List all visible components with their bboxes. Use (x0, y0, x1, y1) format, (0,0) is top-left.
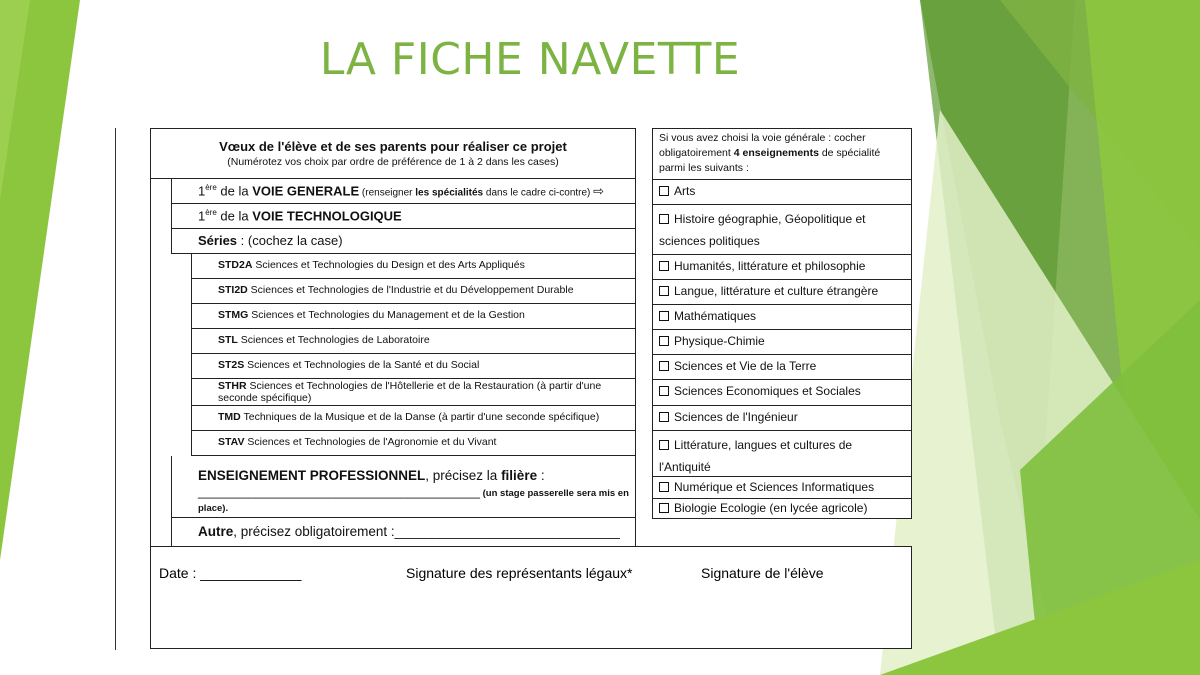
checkbox-icon[interactable] (659, 311, 669, 321)
specialite-label: Sciences Economiques et Sociales (674, 384, 861, 398)
serie-row-stmg[interactable] (191, 304, 635, 329)
specialite-option[interactable] (653, 280, 911, 305)
specialite-option[interactable] (653, 305, 911, 330)
specialite-option[interactable] (653, 205, 911, 255)
serie-row-sthr[interactable] (191, 379, 635, 406)
specialite-option[interactable] (653, 477, 911, 499)
serie-code: ST2S (218, 359, 245, 371)
serie-row-std2a[interactable] (191, 254, 635, 279)
signature-panel (150, 546, 912, 649)
checkbox-icon[interactable] (659, 336, 669, 346)
pro-label: ENSEIGNEMENT PROFESSIONNEL (198, 468, 426, 483)
eleve-signature-label: Signature de l'élève (701, 565, 824, 581)
voie-generale-name: VOIE GENERALE (252, 183, 360, 199)
specialite-option[interactable] (653, 180, 911, 205)
autre-field[interactable]: ______________________________ (394, 524, 620, 539)
checkbox-icon[interactable] (659, 361, 669, 371)
specialite-label: Numérique et Sciences Informatiques (674, 480, 875, 494)
specialites-intro-b: 4 enseignements (733, 147, 819, 159)
series-header-row (171, 229, 635, 254)
voie-generale-de-la: de la (216, 183, 253, 199)
checkbox-icon[interactable] (659, 286, 669, 296)
specialite-option[interactable] (653, 406, 911, 431)
checkbox-icon[interactable] (659, 482, 669, 492)
wishes-header-subtitle: (Numérotez vos choix par ordre de préférence de 1 à 2 dans les cases) (227, 156, 559, 168)
specialite-option[interactable] (653, 330, 911, 355)
checkbox-icon[interactable] (659, 186, 669, 196)
voie-generale-note-c: dans le cadre ci-contre) (483, 187, 594, 199)
serie-text: Sciences et Technologies de l'Hôtellerie et de la Restauration (à partir d'une seconde spécifique) (218, 380, 602, 404)
serie-row-tmd[interactable] (191, 406, 635, 431)
voie-generale-note-b: les spécialités (415, 187, 484, 199)
serie-code: STMG (218, 309, 249, 321)
serie-row-st2s[interactable] (191, 354, 635, 379)
autre-label: Autre (198, 524, 234, 539)
specialite-label: Sciences et Vie de la Terre (674, 359, 817, 373)
serie-code: TMD (218, 411, 241, 423)
serie-row-stl[interactable] (191, 329, 635, 354)
checkbox-icon[interactable] (659, 261, 669, 271)
serie-text: Sciences et Technologies du Management et de la Gestion (248, 309, 525, 321)
parents-signature-label: Signature des représentants légaux* (406, 565, 633, 581)
specialite-label: Biologie Ecologie (en lycée agricole) (674, 501, 868, 515)
pro-filiere-field[interactable]: _______________________________________ (198, 484, 480, 499)
enseignement-pro-row[interactable] (171, 456, 635, 518)
serie-code: STD2A (218, 259, 253, 271)
series-label: Séries (198, 233, 238, 248)
wishes-panel (150, 128, 636, 547)
serie-code: STAV (218, 436, 245, 448)
specialites-panel (652, 128, 912, 519)
serie-text: Sciences et Technologies de l'Industrie et du Développement Durable (247, 284, 574, 296)
wishes-header-title: Vœux de l'élève et de ses parents pour réaliser ce projet (219, 139, 567, 154)
checkbox-icon[interactable] (659, 440, 669, 450)
serie-code: STL (218, 334, 238, 346)
specialites-intro (653, 129, 911, 180)
voie-generale-prefix: 1 (198, 183, 206, 199)
document-edge-line (115, 128, 116, 650)
checkbox-icon[interactable] (659, 386, 669, 396)
autre-row[interactable] (171, 518, 635, 547)
voie-techno-prefix: 1 (198, 208, 206, 224)
serie-text: Techniques de la Musique et de la Danse (à partir d'une seconde spécifique) (240, 411, 600, 423)
checkbox-icon[interactable] (659, 412, 669, 422)
serie-text: Sciences et Technologies de la Santé et du Social (244, 359, 480, 371)
serie-code: STI2D (218, 284, 248, 296)
serie-row-stav[interactable] (191, 431, 635, 456)
arrow-right-icon: ⇨ (593, 183, 605, 199)
checkbox-icon[interactable] (659, 503, 669, 513)
specialite-label: Humanités, littérature et philosophie (674, 259, 866, 273)
autre-text: , précisez obligatoirement : (233, 524, 395, 539)
specialites-intro-a: Si vous avez choisi la voie générale : cocher obligatoirement (659, 132, 866, 159)
voie-techno-name: VOIE TECHNOLOGIQUE (252, 208, 402, 224)
voie-techno-sup: ère (205, 208, 217, 217)
specialite-label: Arts (674, 184, 696, 198)
specialite-label: Langue, littérature et culture étrangère (674, 284, 879, 298)
specialite-label: Mathématiques (674, 309, 757, 323)
specialite-option[interactable] (653, 499, 911, 520)
pro-filiere: filière (501, 468, 538, 483)
specialite-label: Histoire géographie, Géopolitique et sciences politiques (659, 212, 866, 248)
specialite-label: Littérature, langues et cultures de l'Antiquité (659, 438, 853, 474)
checkbox-icon[interactable] (659, 214, 669, 224)
specialite-option[interactable] (653, 255, 911, 280)
voie-techno-row[interactable] (171, 204, 635, 229)
serie-text: Sciences et Technologies du Design et des Arts Appliqués (252, 259, 525, 271)
pro-colon: : (537, 468, 545, 483)
specialite-label: Sciences de l'Ingénieur (674, 410, 798, 424)
serie-row-sti2d[interactable] (191, 279, 635, 304)
voie-generale-row[interactable] (171, 179, 635, 204)
specialite-option[interactable] (653, 431, 911, 477)
serie-text: Sciences et Technologies de l'Agronomie et du Vivant (244, 436, 497, 448)
pro-text: , précisez la (425, 468, 502, 483)
specialite-label: Physique-Chimie (674, 334, 765, 348)
date-field[interactable]: Date : _____________ (159, 565, 302, 581)
pro-note: (un stage passerelle sera mis en place). (198, 488, 629, 514)
specialite-option[interactable] (653, 380, 911, 406)
serie-code: STHR (218, 380, 247, 392)
slide-title: LA FICHE NAVETTE (319, 34, 741, 85)
series-hint: : (cochez la case) (237, 233, 343, 248)
voie-generale-sup: ère (205, 183, 217, 192)
serie-text: Sciences et Technologies de Laboratoire (237, 334, 430, 346)
specialite-option[interactable] (653, 355, 911, 380)
voie-generale-note-a: (renseigner (359, 187, 416, 199)
wishes-header (151, 129, 635, 179)
specialites-intro-c: de spécialité parmi les suivants : (659, 147, 881, 174)
voie-techno-de-la: de la (216, 208, 253, 224)
